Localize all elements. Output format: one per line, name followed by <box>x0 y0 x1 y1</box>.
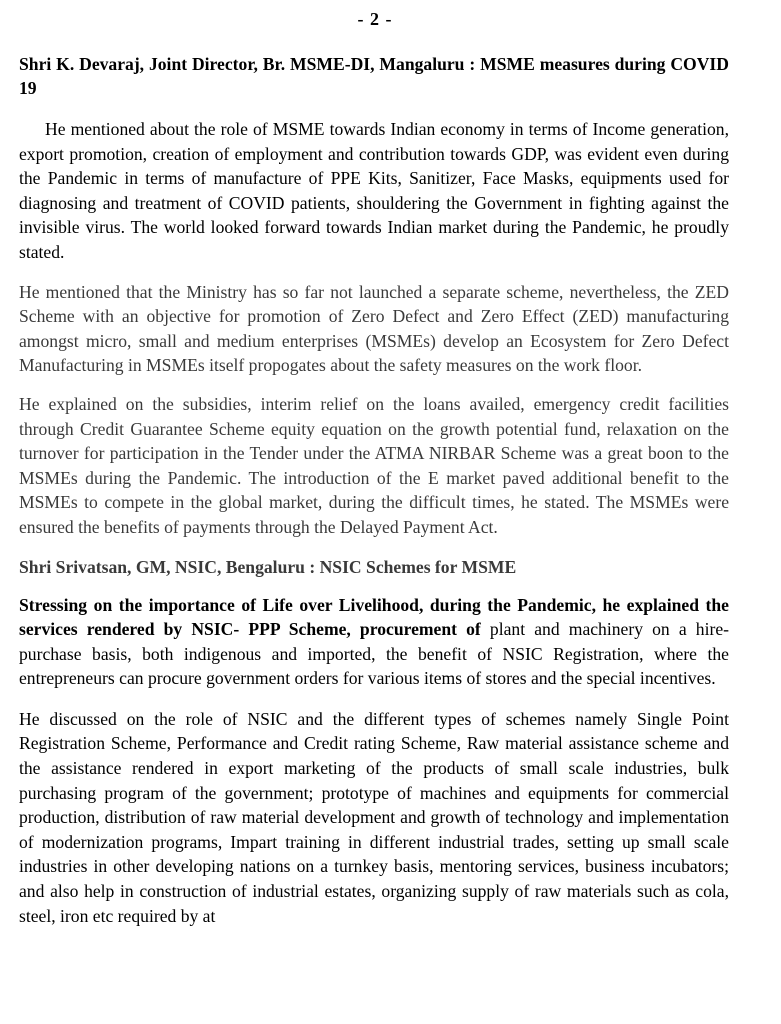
paragraph-nsic-services-rest: plant and machinery on a hire-purchase basis, both indigenous and imported, the benefit of NSIC Registration, where the entrepreneurs can procure government orders for various items of stores and the special incentives. <box>19 619 729 689</box>
paragraph-nsic-services-bold: Stressing on the importance of Life over Livelihood, during the Pandemic, he explained the services rendered by NSIC- PPP Scheme, procurement of <box>19 594 729 640</box>
paragraph-zed-scheme: He mentioned that the Ministry has so far not launched a separate scheme, nevertheless, the ZED Scheme with an objective for promotion of Zero Defect and Zero Effect (ZED) manufacturing amongst micro, small and medium enterprises (MSMEs) develop an Ecosystem for Zero Defect Manufacturing in MSMEs itself propogates about the safety measures on the work floor. <box>19 281 729 376</box>
paragraph-nsic-services <box>19 593 729 691</box>
page-number: - 2 - <box>357 9 393 29</box>
paragraph-msme-role: He mentioned about the role of MSME towards Indian economy in terms of Income generation, export promotion, creation of employment and contribution towards GDP, was evident even during the Pandemic in terms of manufacture of PPE Kits, Sanitizer, Face Masks, equipments used for diagnosing and treatment of COVID patients, shouldering the Government in fighting against the invisible virus. The world looked forward towards Indian market during the Pandemic, he proudly stated. <box>19 119 729 262</box>
section-heading-devaraj: Shri K. Devaraj, Joint Director, Br. MSME-DI, Mangaluru : MSME measures during COVID 19 <box>19 54 729 98</box>
paragraph-subsidies: He explained on the subsidies, interim relief on the loans availed, emergency credit facilities through Credit Guarantee Scheme equity equation on the growth potential fund, relaxation on the turnover for participation in the Tender under the ATMA NIRBAR Scheme was a great boon to the MSMEs during the Pandemic. The introduction of the E market paved additional benefit to the MSMEs to compete in the global market, during the difficult times, he stated. The MSMEs were ensured the benefits of payments through the Delayed Payment Act. <box>19 393 729 537</box>
paragraph-nsic-schemes: He discussed on the role of NSIC and the different types of schemes namely Single Point Registration Scheme, Performance and Credit rating Scheme, Raw material assistance scheme and the assistance rendered in export marketing of the products of small scale industries, bulk purchasing program of the government; prototype of machines and equipments for commercial production, distribution of raw material development and growth of technology and implementation of modernization programs, Impart training in different industrial trades, setting up small scale industries in other developing nations on a turnkey basis, mentoring services, business incubators; and also help in construction of industrial estates, organizing supply of raw materials such as cola, steel, iron etc required by at <box>19 708 729 926</box>
section-heading-srivatsan: Shri Srivatsan, GM, NSIC, Bengaluru : NSIC Schemes for MSME <box>19 556 517 577</box>
